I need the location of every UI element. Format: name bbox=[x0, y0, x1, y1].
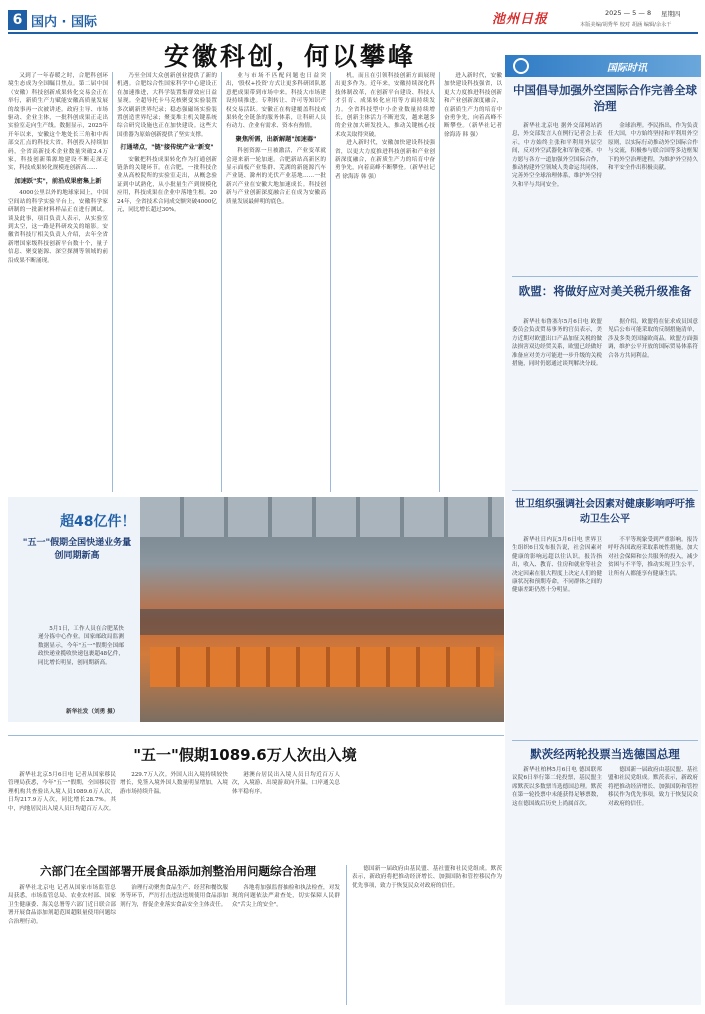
section-title: 国内 · 国际 bbox=[31, 15, 97, 30]
panel-divider bbox=[512, 740, 698, 741]
masthead-logo: 池州日报 bbox=[492, 12, 549, 27]
main-subhead-1: 加速跃"实"，前沿成果密集上新 bbox=[14, 177, 102, 185]
promo-subtitle: "五一"假期全国快递业务量创同期新高 bbox=[22, 538, 132, 561]
promo-big-number: 超48亿件！ bbox=[60, 514, 136, 530]
side-col: 德国新一届政府由基民盟、基社盟和社民党组成。默茨表示，新政府将把推动经济增长、加强国防和管控移民作为优先事项，致力于恢复民众对政府的信任。 bbox=[352, 866, 502, 889]
story1-col-2: 金球治理。李民指出，作为负责任大国，中方始终坚持和平利用外空原则，以实际行动推动外空国际合作与交流，积极参与联合国等多边框架下的外空治理进程，为维护外空持久和平安全作出积极贡献。 bbox=[608, 123, 698, 172]
main-col-2: 乃至全国大众创新创业提供了新的机遇。合肥综合性国家科学中心建设正在加速推进，大科学装置集群效应日益显现。全超导托卡马克核聚变实验装置多次刷新世界纪录；稳态强磁场实验装置创造世界纪录；聚变堆主机关键系统综合研究设施也正在加快建设。这些大国重器为原始创新提供了坚实支撑。 打通堵点，"链"接传统产业"新变" 安徽把科技成果转化作为打通创新链条的关键环节。在合肥，一批科技企业从高校院所的实验室走出，从概念验证到中试熟化，从小批量生产到规模化应用，科技成果在企业中落地生根。2024年，全省技术合同成交额突破4000亿元，同比增长超过30%。 bbox=[117, 73, 217, 214]
header-editors: 本版美编/胡秀华 校对 胡涵 编辑/余永干 bbox=[580, 22, 672, 28]
conveyor-belt bbox=[140, 609, 504, 635]
header-date: 2025 — 5 — 8 bbox=[605, 9, 652, 17]
story4-headline: 默茨经两轮投票当选德国总理 bbox=[530, 747, 680, 761]
story3-col-2: 不平等现象受到严重影响。报告呼吁各国政府采取系统性措施，加大对社会保障和公共服务的投入，减少贫困与不平等，推动实现卫生公平，让所有人都能享有健康生活。 bbox=[608, 537, 698, 577]
holiday-col-2: 229.7万人次。外国人出入境持续较快增长，免签入境外国人数量明显增加，入境游市场持续升温。 bbox=[120, 772, 228, 795]
panel-divider bbox=[512, 490, 698, 491]
story3-headline: 世卫组织强调社会因素对健康影响呼吁推动卫生公平 bbox=[515, 499, 695, 525]
main-subhead-3: 聚焦所需，出新解题"加速器" bbox=[235, 135, 317, 143]
col-divider bbox=[221, 72, 222, 492]
food-headline: 六部门在全国部署开展食品添加剂整治用问题综合治理 bbox=[40, 864, 316, 878]
col-divider bbox=[346, 865, 347, 1005]
promo-block bbox=[8, 497, 504, 722]
story1-col-1: 新华社北京电 据外交部网站消息，外交部发言人在例行记者会上表示，中方始终主张和平利用外层空间，反对外空武器化和军备竞赛。中方愿与各方一道加强外空国际合作，推动构建外空领域人类命运共同体，完善外空全球治理体系，维护外空持久和平与共同安全。 bbox=[512, 123, 602, 188]
main-col-4: 机，而且在引领科技创新方面展现出更多作为。近年来，安徽持续深化科技体制改革，在创新平台建设、科技人才引育、成果转化应用等方面持续发力。全省科技型中小企业数量持续增长，创新主体活力不断迸发，越来越多的企业加大研发投入，推动关键核心技术攻关取得突破。 进入新时代，安徽加快建设科技强省，以更大力度推进科技创新和产业创新深度融合，在新质生产力的培育中奋勇争先，向着高峰不断攀登。（新华社记者 徐海涛 韩 强） bbox=[335, 73, 435, 180]
world-news-banner bbox=[505, 55, 701, 77]
main-subhead-2: 打通堵点，"链"接传统产业"新变" bbox=[120, 144, 214, 152]
story-divider bbox=[8, 735, 504, 736]
globe-icon bbox=[513, 58, 529, 74]
food-col-2: 治理行动聚焦食品生产、经营和餐饮服务等环节，严厉打击违法违规使用食品添加剂行为，督促企业落实食品安全主体责任。 bbox=[120, 885, 228, 908]
ceiling-lights bbox=[140, 497, 504, 537]
story2-col-2: 据介绍，欧盟将在征求成员国意见后公布可能采取的反制措施清单，涉及多类美国输欧商品。欧盟方面强调，维护公平开放的国际贸易体系符合各方共同利益。 bbox=[608, 319, 698, 359]
story4-col-1: 新华社柏林5月6日电 德国联邦议院6日举行第二轮投票，基民盟主席默茨以多数票当选德国总理。默茨在第一轮投票中未能获得足够票数，这在德国战后历史上尚属首次。 bbox=[512, 767, 602, 807]
food-col-3: 各地将加强监督抽检和执法检查，对发现的问题依法严肃查处，切实保障人民群众"舌尖上的安全"。 bbox=[232, 885, 340, 908]
page-header bbox=[0, 0, 705, 32]
story4-col-2: 德国新一届政府由基民盟、基社盟和社民党组成。默茨表示，新政府将把推动经济增长、加强国防和管控移民作为优先事项，致力于恢复民众对政府的信任。 bbox=[608, 767, 698, 807]
holiday-col-1: 新华社北京5月6日电 记者从国家移民管理局获悉，今年"五一"假期，全国移民管理机构共查验出入境人员1089.6万人次，日均217.9万人次，同比增长28.7%。其中，内地居民出入境人员日均超百万人次。 bbox=[8, 772, 116, 812]
food-col-1: 新华社北京电 记者从国家市场监管总局获悉，市场监管总局、农业农村部、国家卫生健康委、海关总署等六部门近日联合部署开展食品添加剂超范围超限量使用问题综合治理行动。 bbox=[8, 885, 116, 925]
main-col-1: 又到了一年春暖之时，合肥科创环境生态成为全国瞩目焦点。第二届中国（安徽）科技创新成果转化交易会正在举行，新质生产力赋能安徽高质量发展的故事再一次被讲述。政府主导、市场驱动、企业主体，一批科创成果正走出实验室走向生产线。数据显示，2025年开年以来，安徽这个地处长三角和中西部交汇点的科技大省，科创投入持续加码，全省高新技术企业数量突破2.4万家，科技创新策源地建设不断走深走实，科技成果转化规模连创新高…… 加速跃"实"，前沿成果密集上新 4000公里以外的地球家园上，中国空间站的科学实验平台上，安徽科学家研制的一批新材料样品正在进行测试。谈及此事，项目负责人表示，从实验室到太空，这一路是科研攻关的缩影。安徽省科技厅相关负责人介绍，去年全省新增国家级科技创新平台数十个，量子信息、聚变能源、深空探测等领域的前沿成果不断涌现。 bbox=[8, 73, 108, 264]
sorting-center-photo bbox=[140, 497, 504, 722]
story3-col-1: 新华社日内瓦5月6日电 世界卫生组织6日发布报告说，社会因素对健康的影响远超以往认识。报告指出，收入、教育、住房和就业等社会决定因素在很大程度上决定人们的健康状况和预期寿命，不同群体之间的健康差距仍然十分明显。 bbox=[512, 537, 602, 594]
story1-headline: 中国倡导加强外空国际合作完善全球治理 bbox=[513, 83, 697, 113]
col-divider bbox=[439, 72, 440, 492]
story2-headline: 欧盟：将做好应对美关税升级准备 bbox=[518, 284, 692, 298]
main-col-3: 业与市场不匹配问题也日益突出，'股权+投资'方式让更多科研团队愿意把成果带到市场中来。科技大市场建设持续推进。专利转让、许可等知识产权交易活跃。安徽正在构建覆盖科技成果转化全链条的服务体系，让科研人员有动力、企业有需求、资本有热情。 聚焦所需，出新解题"加速器" 科创资源一旦被激活，产业变革就会迎来新一轮加速。合肥新站高新区的显示面板产业集群、芜湖的新能源汽车产业链、滁州的光伏产业基地……一批新兴产业在安徽大地加速成长。科技创新与产业创新深度融合正在成为安徽高质量发展最鲜明的底色。 bbox=[226, 73, 326, 205]
page-number-badge: 6 bbox=[8, 10, 27, 30]
col-divider bbox=[330, 72, 331, 492]
parcel-bins bbox=[150, 647, 494, 687]
main-headline: 安徽科创，何以攀峰 bbox=[163, 42, 416, 71]
header-weekday: 星期四 bbox=[661, 10, 681, 18]
col-divider bbox=[112, 72, 113, 492]
story2-col-1: 新华社布鲁塞尔5月6日电 欧盟委员会负责贸易事务的官员表示，美方近期对欧盟出口产品加征关税的做法损害双边经贸关系，欧盟已经做好准备应对美方可能进一步升级的关税措施，同时仍愿通过谈判解决分歧。 bbox=[512, 319, 602, 368]
header-rule bbox=[8, 32, 698, 34]
promo-credit: 新华社发（刘勇 摄） bbox=[66, 709, 119, 715]
panel-divider bbox=[512, 276, 698, 277]
main-col-5: 进入新时代，安徽加快建设科技强省，以更大力度推进科技创新和产业创新深度融合，在新质生产力的培育中奋勇争先，向着高峰不断攀登。（新华社记者 徐海涛 韩 强） bbox=[444, 73, 502, 138]
world-news-tag: 国际时讯 bbox=[607, 63, 647, 74]
promo-caption: 5月1日，工作人员在合肥某快递分拣中心作业。国家邮政局监测数据显示，今年"五一"假期全国邮政快递业揽收快递包裹超48亿件，同比增长明显，创同期新高。 bbox=[38, 626, 124, 666]
holiday-col-3: 港澳台居民出入境人员日均近百万人次，入境游、出境游双向升温，口岸通关总体平稳有序。 bbox=[232, 772, 340, 795]
holiday-headline: "五一"假期1089.6万人次出入境 bbox=[133, 746, 357, 764]
